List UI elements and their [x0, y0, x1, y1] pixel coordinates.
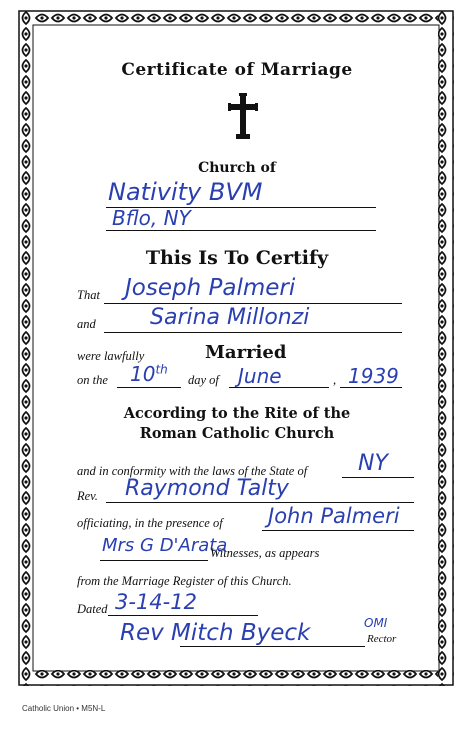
- groom-name: Joseph Palmeri: [125, 275, 296, 301]
- month-line: [229, 387, 329, 388]
- officiating-text: officiating, in the presence of: [77, 516, 223, 530]
- bride-name: Sarina Millonzi: [150, 305, 310, 330]
- year-value: 1939: [348, 364, 399, 388]
- witnesses-text: Witnesses, as appears: [210, 546, 320, 560]
- signature-suffix: OMI: [364, 616, 388, 630]
- rite-line-2: Roman Catholic Church: [139, 425, 335, 442]
- state-text: and in conformity with the laws of the State of: [77, 464, 308, 478]
- witness1-name: John Palmeri: [268, 504, 400, 528]
- cross-icon: [228, 93, 258, 139]
- and-label: and: [77, 317, 96, 331]
- certify-heading: This Is To Certify: [145, 247, 329, 269]
- rite-line-1: According to the Rite of the: [123, 405, 351, 422]
- church-label: Church of: [198, 160, 276, 176]
- on-the-label: on the: [77, 373, 108, 387]
- married-label: Married: [205, 342, 287, 363]
- day-of-label: day of: [188, 373, 219, 387]
- state-line: [342, 477, 414, 478]
- that-label: That: [77, 288, 100, 302]
- dated-line: [108, 615, 258, 616]
- church-name-line1: Nativity BVM: [108, 178, 263, 206]
- certificate-title: Certificate of Marriage: [121, 60, 353, 80]
- rector-label: Rector: [367, 633, 397, 645]
- were-lawfully-label: were lawfully: [77, 349, 145, 363]
- witness1-line: [262, 530, 414, 531]
- dated-value: 3-14-12: [115, 590, 197, 614]
- year-line: [340, 387, 402, 388]
- day-line: [117, 387, 181, 388]
- church-line-2: [106, 230, 376, 231]
- rector-signature: Rev Mitch Byeck: [120, 620, 311, 646]
- day-value: [130, 362, 168, 386]
- register-text: from the Marriage Register of this Church.: [77, 574, 292, 588]
- day-number: 10: [130, 362, 156, 386]
- dated-label: Dated: [77, 602, 108, 616]
- officiant-line: [106, 502, 414, 503]
- footer-text: Catholic Union • M5N-L: [22, 704, 106, 713]
- witness2-name: Mrs G D'Arata: [102, 535, 228, 556]
- church-name-line2: Bflo, NY: [112, 206, 191, 230]
- day-suffix: th: [155, 362, 168, 377]
- officiant-name: Raymond Talty: [125, 476, 289, 501]
- bride-line: [104, 332, 402, 333]
- year-comma: ,: [333, 373, 337, 387]
- signature-line: [180, 646, 365, 647]
- month-value: June: [238, 364, 282, 388]
- state-value: NY: [358, 451, 388, 476]
- witness2-line: [100, 560, 208, 561]
- groom-line: [104, 303, 402, 304]
- rev-label: Rev.: [77, 489, 98, 503]
